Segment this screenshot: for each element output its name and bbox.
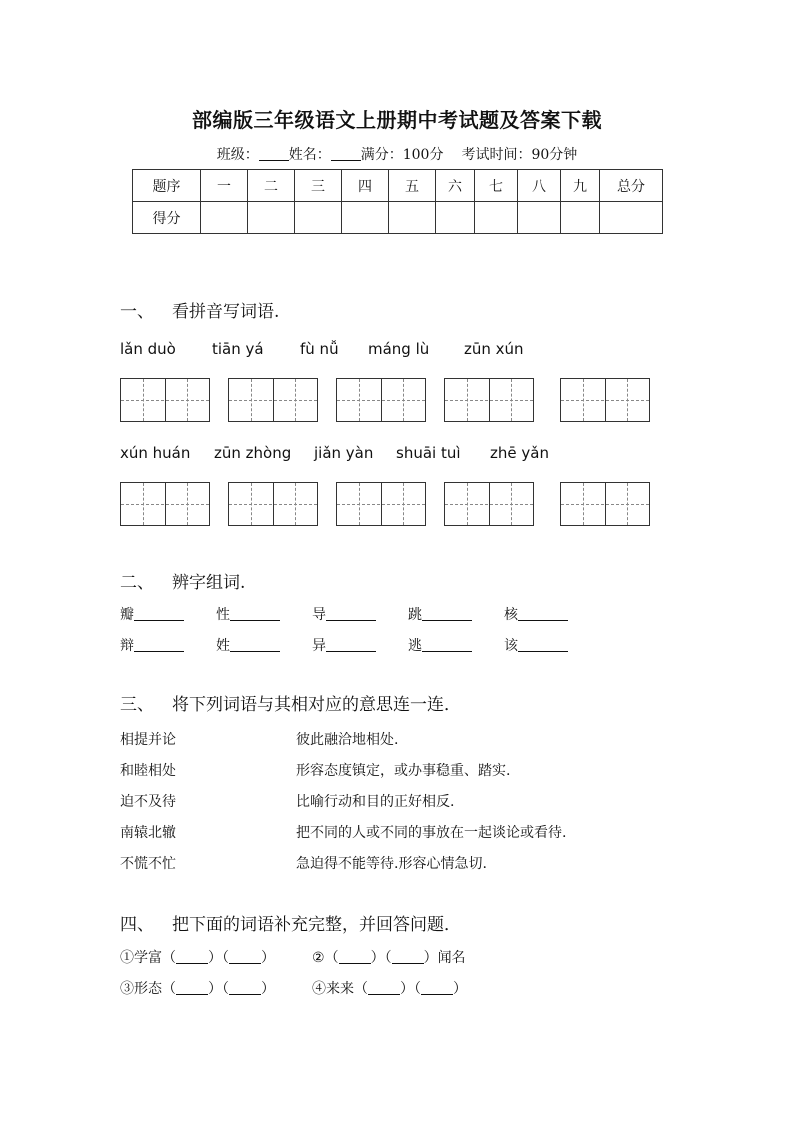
match-term[interactable]: 和睦相处 bbox=[120, 763, 176, 779]
paren: （ bbox=[414, 981, 421, 997]
writing-grid[interactable] bbox=[560, 482, 650, 526]
word-group-char: 性 bbox=[216, 607, 230, 623]
word-group-char: 导 bbox=[312, 607, 326, 623]
score-table-score-row bbox=[133, 202, 663, 234]
word-group-blank[interactable] bbox=[518, 637, 568, 652]
fill-blank[interactable] bbox=[229, 949, 261, 964]
fill-item-1 bbox=[120, 947, 275, 967]
word-group-item[interactable] bbox=[504, 604, 568, 624]
score-cell[interactable] bbox=[248, 202, 295, 234]
score-row-label: 得分 bbox=[133, 202, 201, 234]
fill-item-4 bbox=[312, 978, 467, 998]
word-group-item[interactable] bbox=[408, 635, 472, 655]
word-group-blank[interactable] bbox=[134, 606, 184, 621]
score-cell[interactable] bbox=[561, 202, 600, 234]
match-meaning[interactable]: 急迫得不能等待.形容心情急切. bbox=[296, 856, 487, 872]
fill-blank[interactable] bbox=[339, 949, 371, 964]
score-header-cell: 三 bbox=[295, 170, 342, 202]
score-header-cell: 九 bbox=[561, 170, 600, 202]
word-group-item[interactable] bbox=[120, 635, 184, 655]
writing-grid[interactable] bbox=[228, 482, 318, 526]
section3-heading bbox=[120, 690, 461, 715]
score-table-header-row bbox=[133, 170, 663, 202]
fill-blank[interactable] bbox=[392, 949, 424, 964]
section3-number: 三、 bbox=[120, 695, 154, 715]
word-group-char: 异 bbox=[312, 638, 326, 654]
score-header-cell: 八 bbox=[518, 170, 561, 202]
pinyin-item: shuāi tuì bbox=[396, 444, 461, 462]
score-header-cell: 总分 bbox=[600, 170, 663, 202]
name-blank[interactable] bbox=[331, 146, 361, 161]
word-group-item[interactable] bbox=[216, 635, 280, 655]
writing-grid[interactable] bbox=[120, 482, 210, 526]
paren: （ bbox=[162, 950, 176, 966]
paren: ） bbox=[453, 981, 467, 997]
word-group-blank[interactable] bbox=[518, 606, 568, 621]
fill-blank[interactable] bbox=[176, 949, 208, 964]
paren: （ bbox=[222, 981, 229, 997]
class-label: 班级： bbox=[216, 147, 259, 163]
score-header-cell: 一 bbox=[201, 170, 248, 202]
paren: ） bbox=[400, 981, 414, 997]
word-group-blank[interactable] bbox=[230, 637, 280, 652]
match-meaning[interactable]: 形容态度镇定，或办事稳重、踏实. bbox=[296, 763, 511, 779]
word-group-blank[interactable] bbox=[134, 637, 184, 652]
word-group-item[interactable] bbox=[408, 604, 472, 624]
pinyin-item: zūn zhòng bbox=[214, 444, 292, 462]
word-group-blank[interactable] bbox=[422, 606, 472, 621]
word-group-char: 核 bbox=[504, 607, 518, 623]
score-header-cell: 题序 bbox=[133, 170, 201, 202]
pinyin-item: lǎn duò bbox=[120, 340, 176, 358]
section4-heading bbox=[120, 910, 461, 935]
score-header-cell: 五 bbox=[389, 170, 436, 202]
section1-title: 看拼音写词语. bbox=[172, 302, 280, 322]
pinyin-item: jiǎn yàn bbox=[314, 444, 374, 462]
match-meaning[interactable]: 把不同的人或不同的事放在一起谈论或看待. bbox=[296, 825, 567, 841]
word-group-item[interactable] bbox=[216, 604, 280, 624]
word-group-char: 辩 bbox=[120, 638, 134, 654]
score-cell[interactable] bbox=[295, 202, 342, 234]
section2-heading bbox=[120, 568, 245, 593]
section4-number: 四、 bbox=[120, 915, 154, 935]
word-group-char: 逃 bbox=[408, 638, 422, 654]
section2-title: 辨字组词. bbox=[172, 573, 246, 593]
paren: ） bbox=[261, 981, 275, 997]
score-cell[interactable] bbox=[475, 202, 518, 234]
score-header-cell: 六 bbox=[436, 170, 475, 202]
section4-title: 把下面的词语补充完整，并回答问题． bbox=[172, 915, 461, 935]
score-cell[interactable] bbox=[342, 202, 389, 234]
paren: ） bbox=[208, 981, 222, 997]
section3-title: 将下列词语与其相对应的意思连一连． bbox=[172, 695, 461, 715]
paren: （ bbox=[162, 981, 176, 997]
writing-grid[interactable] bbox=[560, 378, 650, 422]
score-cell[interactable] bbox=[518, 202, 561, 234]
paren: ） bbox=[208, 950, 222, 966]
writing-grid[interactable] bbox=[120, 378, 210, 422]
section1-heading bbox=[120, 297, 279, 322]
score-cell[interactable] bbox=[201, 202, 248, 234]
score-header-cell: 七 bbox=[475, 170, 518, 202]
class-blank[interactable] bbox=[259, 146, 289, 161]
fill-prefix: ④来来 bbox=[312, 981, 354, 997]
pinyin-item: xún huán bbox=[120, 444, 191, 462]
paren: （ bbox=[354, 981, 368, 997]
fill-item-3 bbox=[120, 978, 275, 998]
writing-grid[interactable] bbox=[228, 378, 318, 422]
paren: ） bbox=[370, 950, 385, 966]
pinyin-item: tiān yá bbox=[212, 340, 264, 358]
fill-prefix: ①学富 bbox=[120, 950, 162, 966]
pinyin-item: fù nǚ bbox=[300, 340, 339, 358]
word-group-char: 姓 bbox=[216, 638, 230, 654]
section1-number: 一、 bbox=[120, 302, 154, 322]
fill-blank[interactable] bbox=[176, 980, 208, 995]
match-term[interactable]: 不慌不忙 bbox=[120, 856, 176, 872]
fill-prefix: ③形态 bbox=[120, 981, 162, 997]
pinyin-item: zūn xún bbox=[464, 340, 524, 358]
word-group-item[interactable] bbox=[120, 604, 184, 624]
match-term[interactable]: 南辕北辙 bbox=[120, 825, 176, 841]
fill-prefix: ② bbox=[312, 950, 325, 966]
score-cell[interactable] bbox=[600, 202, 663, 234]
exam-info-line bbox=[0, 144, 794, 164]
word-group-item[interactable] bbox=[312, 604, 376, 624]
fill-suffix: 闻名 bbox=[437, 950, 466, 966]
match-meaning[interactable]: 彼此融洽地相处. bbox=[296, 732, 399, 748]
paren: （ bbox=[222, 950, 229, 966]
word-group-blank[interactable] bbox=[230, 606, 280, 621]
match-term[interactable]: 相提并论 bbox=[120, 732, 176, 748]
match-term[interactable]: 迫不及待 bbox=[120, 794, 176, 810]
name-label: 姓名： bbox=[288, 147, 331, 163]
exam-time: 考试时间：90分钟 bbox=[461, 147, 578, 163]
writing-grid[interactable] bbox=[336, 482, 426, 526]
match-meaning[interactable]: 比喻行动和目的正好相反. bbox=[296, 794, 455, 810]
word-group-item[interactable] bbox=[504, 635, 568, 655]
word-group-char: 该 bbox=[504, 638, 518, 654]
pinyin-item: zhē yǎn bbox=[490, 444, 549, 462]
writing-grid[interactable] bbox=[444, 378, 534, 422]
full-score: 满分：100分 bbox=[360, 147, 444, 163]
word-group-blank[interactable] bbox=[422, 637, 472, 652]
pinyin-item: máng lù bbox=[368, 340, 430, 358]
word-group-char: 跳 bbox=[408, 607, 422, 623]
writing-grid[interactable] bbox=[444, 482, 534, 526]
paren: （ bbox=[324, 950, 339, 966]
paren: ） bbox=[423, 950, 438, 966]
paren: ） bbox=[261, 950, 275, 966]
score-table bbox=[132, 169, 663, 234]
word-group-char: 瓣 bbox=[120, 607, 134, 623]
score-header-cell: 四 bbox=[342, 170, 389, 202]
paren: （ bbox=[384, 950, 392, 966]
fill-blank[interactable] bbox=[229, 980, 261, 995]
fill-item-2 bbox=[312, 947, 466, 967]
score-header-cell: 二 bbox=[248, 170, 295, 202]
writing-grid[interactable] bbox=[336, 378, 426, 422]
page-title: 部编版三年级语文上册期中考试题及答案下载 bbox=[192, 108, 602, 132]
score-cell[interactable] bbox=[389, 202, 436, 234]
fill-blank[interactable] bbox=[368, 980, 400, 995]
word-group-item[interactable] bbox=[312, 635, 376, 655]
fill-blank[interactable] bbox=[421, 980, 453, 995]
section2-number: 二、 bbox=[120, 573, 154, 593]
word-group-blank[interactable] bbox=[326, 637, 376, 652]
score-cell[interactable] bbox=[436, 202, 475, 234]
word-group-blank[interactable] bbox=[326, 606, 376, 621]
